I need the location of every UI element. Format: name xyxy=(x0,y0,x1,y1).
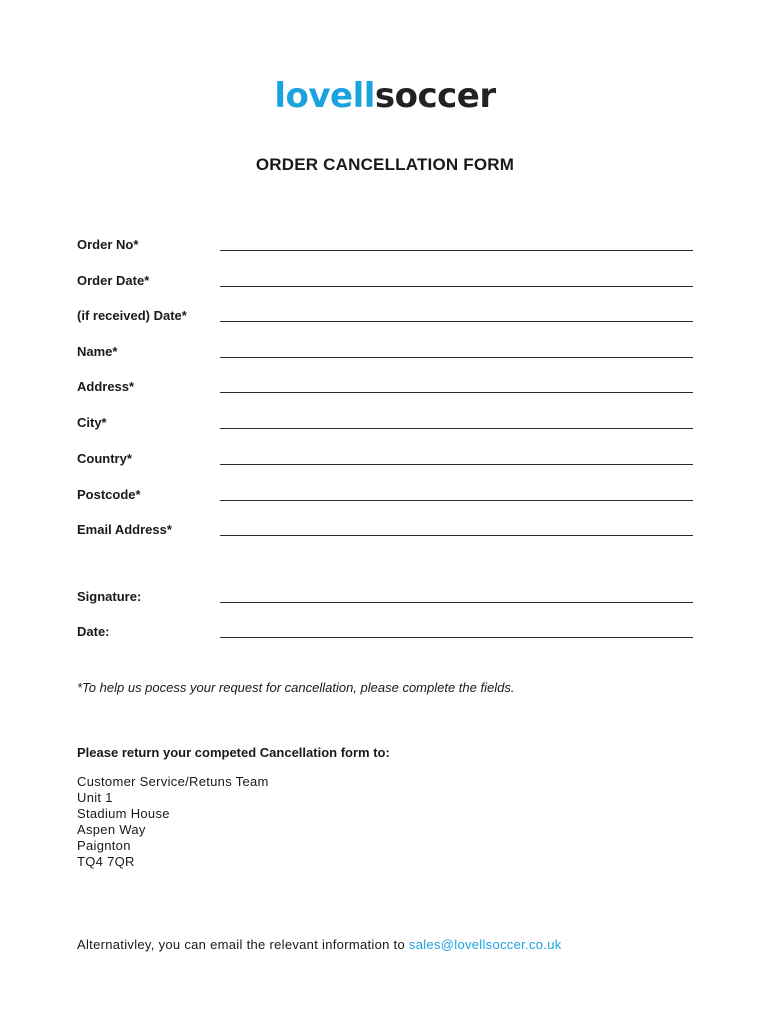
field-order-date xyxy=(77,273,693,293)
return-address xyxy=(77,774,269,870)
city-input-line[interactable] xyxy=(220,428,693,429)
field-postcode xyxy=(77,487,693,507)
field-date xyxy=(77,624,693,644)
field-city xyxy=(77,415,693,435)
email-alternative-note xyxy=(77,937,562,952)
field-label: Address* xyxy=(77,379,135,394)
field-email-address xyxy=(77,522,693,542)
form-title: ORDER CANCELLATION FORM xyxy=(255,155,515,174)
postcode-input-line[interactable] xyxy=(220,500,693,501)
address-line: Customer Service/Retuns Team xyxy=(77,774,269,789)
field-label: Date: xyxy=(77,624,110,639)
order-no-input-line[interactable] xyxy=(220,250,693,251)
field-label: Name* xyxy=(77,344,118,359)
field-label: Signature: xyxy=(77,589,142,604)
field-received-date xyxy=(77,308,693,328)
field-label: Postcode* xyxy=(77,487,141,502)
order-date-input-line[interactable] xyxy=(220,286,693,287)
field-label: Email Address* xyxy=(77,522,172,537)
field-signature xyxy=(77,589,693,609)
field-label: City* xyxy=(77,415,107,430)
date-input-line[interactable] xyxy=(220,637,693,638)
brand-logo xyxy=(0,74,770,118)
email-address-input-line[interactable] xyxy=(220,535,693,536)
field-label: Country* xyxy=(77,451,132,466)
field-name xyxy=(77,344,693,364)
signature-input-line[interactable] xyxy=(220,602,693,603)
email-alternative-text: Alternativley, you can email the relevant information to xyxy=(77,937,409,952)
return-instructions-heading: Please return your competed Cancellation form to: xyxy=(77,745,390,760)
received-date-input-line[interactable] xyxy=(220,321,693,322)
address-input-line[interactable] xyxy=(220,392,693,393)
address-line: TQ4 7QR xyxy=(77,854,135,869)
address-line: Paignton xyxy=(77,838,131,853)
address-line: Unit 1 xyxy=(77,790,113,805)
country-input-line[interactable] xyxy=(220,464,693,465)
field-address xyxy=(77,379,693,399)
logo-text-soccer: soccer xyxy=(374,76,496,116)
address-line: Stadium House xyxy=(77,806,170,821)
sales-email-link[interactable]: sales@lovellsoccer.co.uk xyxy=(408,937,562,952)
logo-text-lovell: lovell xyxy=(274,76,375,116)
field-label: (if received) Date* xyxy=(77,308,187,323)
field-label: Order Date* xyxy=(77,273,150,288)
required-fields-note: *To help us pocess your request for cancellation, please complete the fields. xyxy=(77,680,515,695)
address-line: Aspen Way xyxy=(77,822,146,837)
name-input-line[interactable] xyxy=(220,357,693,358)
field-order-no xyxy=(77,237,693,257)
field-label: Order No* xyxy=(77,237,139,252)
field-country xyxy=(77,451,693,471)
